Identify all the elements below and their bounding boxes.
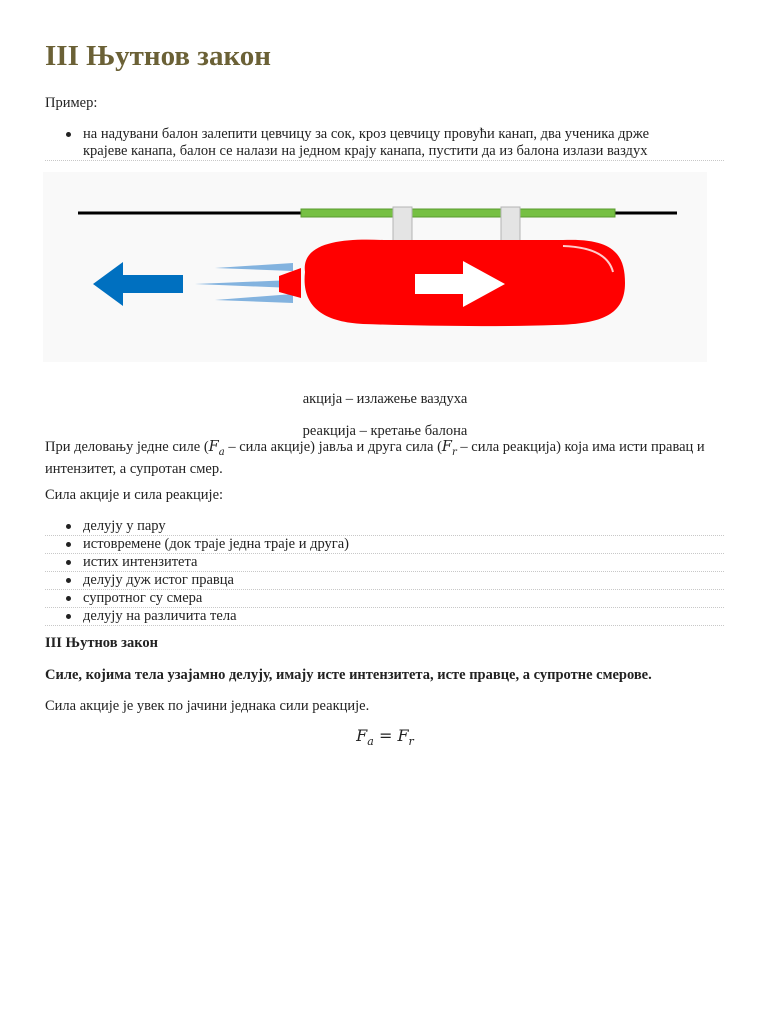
list-item <box>45 590 724 608</box>
bullet-icon <box>66 524 71 529</box>
list-item <box>45 536 724 554</box>
paragraph-part-1: При деловању једне силе ( <box>45 439 209 455</box>
caption-reaction: реакција – кретање балона <box>302 422 468 439</box>
property-text: супротног су смера <box>83 590 203 606</box>
example-line-1: на надувани балон залепити цевчицу за сок, кроз цевчицу провући канап, два ученика држе <box>83 126 650 142</box>
force-action-subscript: a <box>218 446 225 458</box>
action-arrow-icon <box>93 262 183 306</box>
force-reaction-letter: F <box>441 439 452 455</box>
tape-left <box>393 207 412 244</box>
list-item <box>45 608 724 626</box>
paragraph-part-3: – сила реакција) која има исти правац и интензитет, а супротан смер. <box>45 439 705 477</box>
formula-rhs-letter: F <box>397 726 409 745</box>
law-heading: III Њутнов закон <box>45 635 158 651</box>
straw <box>301 209 615 217</box>
bullet-icon <box>66 132 71 137</box>
formula-lhs-subscript: a <box>367 735 374 749</box>
properties-intro: Сила акције и сила реакције: <box>45 487 224 503</box>
air-stream-top <box>215 263 293 271</box>
example-list <box>45 126 724 161</box>
page-title: III Њутнов закон <box>45 40 271 72</box>
force-action-symbol <box>208 439 225 458</box>
property-text: делују дуж истог правца <box>83 572 234 588</box>
example-line-2: крајеве канапа, балон се налази на једном крају канапа, пустити да из балона излази ваздух <box>83 143 648 159</box>
action-reaction-paragraph <box>45 439 723 478</box>
properties-list <box>45 518 724 626</box>
intro-label: Пример: <box>45 95 98 111</box>
paragraph-part-2: – сила акције) јавља и друга сила ( <box>224 439 442 455</box>
bullet-icon <box>66 614 71 619</box>
property-text: истовремене (док траје једна траје и друга) <box>83 536 350 552</box>
list-item <box>45 126 724 161</box>
tape-right <box>501 207 520 244</box>
bullet-icon <box>66 560 71 565</box>
bullet-icon <box>66 578 71 583</box>
bullet-icon <box>66 596 71 601</box>
property-text: делују у пару <box>83 518 166 534</box>
formula-operator: = <box>378 726 393 745</box>
law-statement: Силе, којима тела узајамно делују, имају исте интензитета, исте правце, а супротне смерове. <box>45 667 652 683</box>
bullet-icon <box>66 542 71 547</box>
caption-action: акција – излажење ваздуха <box>302 390 468 407</box>
formula-lhs-letter: F <box>356 726 368 745</box>
force-action-letter: F <box>208 439 219 455</box>
list-item <box>45 572 724 590</box>
balloon-knot <box>279 268 301 298</box>
formula <box>45 726 725 748</box>
law-note: Сила акције је увек по јачини једнака сили реакције. <box>45 698 370 714</box>
property-text: делују на различита тела <box>83 608 237 624</box>
list-item <box>45 518 724 536</box>
list-item <box>45 554 724 572</box>
force-reaction-symbol <box>441 439 457 458</box>
property-text: истих интензитета <box>83 554 198 570</box>
air-stream-middle <box>195 280 293 288</box>
formula-rhs-subscript: r <box>408 735 414 749</box>
balloon-illustration <box>43 172 707 362</box>
air-stream-bottom <box>215 294 293 303</box>
force-reaction-subscript: r <box>451 446 457 458</box>
balloon-experiment-figure <box>43 172 707 362</box>
